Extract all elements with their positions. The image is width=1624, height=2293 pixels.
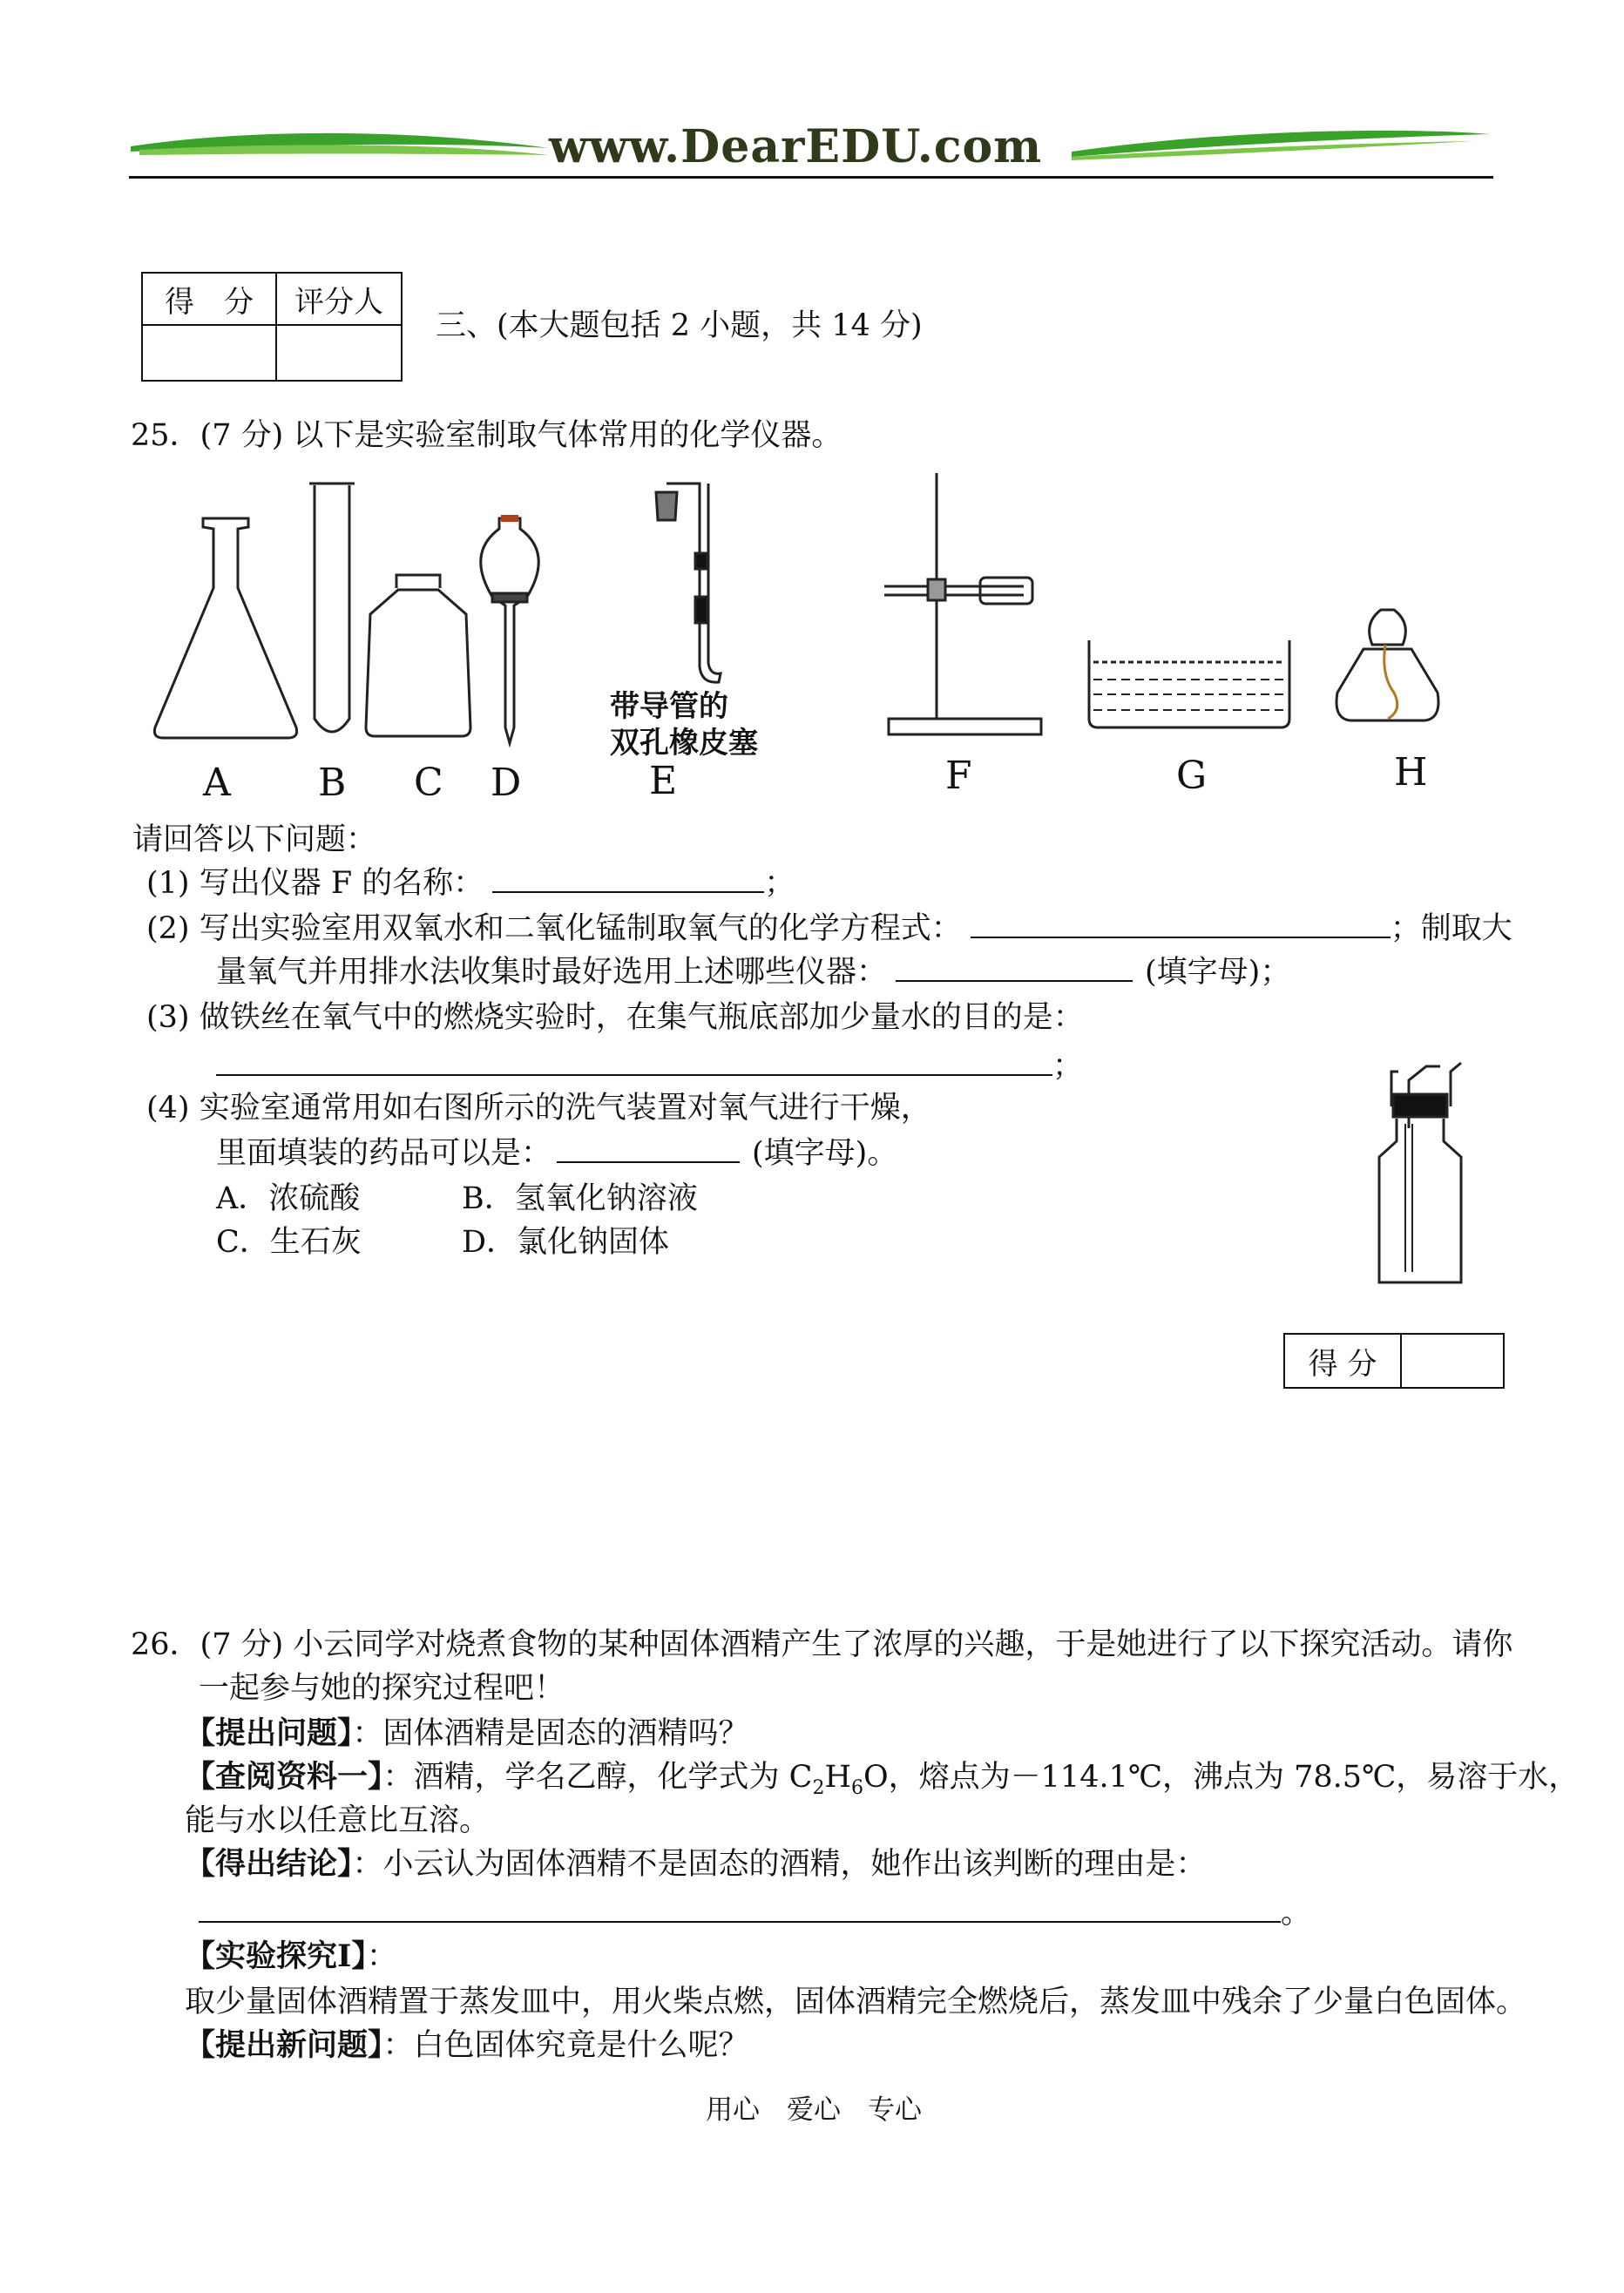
label-H: H xyxy=(1394,750,1428,795)
separatory-funnel-icon xyxy=(481,515,538,743)
q26-line-new-question xyxy=(185,2023,749,2068)
iron-stand-icon xyxy=(884,473,1041,734)
answer-blank-5[interactable] xyxy=(557,1132,740,1163)
reference-text-a: ：酒精，学名乙醇，化学式为 C xyxy=(382,1760,813,1795)
section-title: 三、(本大题包括 2 小题，共 14 分) xyxy=(436,308,923,343)
q26-experiment-text: 取少量固体酒精置于蒸发皿中，用火柴点燃，固体酒精完全燃烧后，蒸发皿中残余了少量白色固体。 xyxy=(185,1985,1527,2019)
conical-flask-icon xyxy=(154,518,296,738)
q25-part3: (3) 做铁丝在氧气中的燃烧实验时，在集气瓶底部加少量水的目的是： xyxy=(146,1000,1084,1035)
q26-line-conclusion xyxy=(185,1842,1207,1887)
grader-header: 评分人 xyxy=(276,273,402,325)
tag-experiment: 【实验探究Ⅰ】 xyxy=(185,1938,367,1974)
q25-part4-cont xyxy=(216,1131,897,1176)
experiment-colon: ： xyxy=(366,1939,397,1974)
question-text: ：固体酒精是固态的酒精吗？ xyxy=(352,1716,749,1751)
reference-text-c: O，熔点为－114.1℃，沸点为 78.5℃，易溶于水， xyxy=(863,1760,1580,1795)
q25-prompt: 请回答以下问题： xyxy=(132,822,377,857)
label-D: D xyxy=(491,761,522,805)
q25-part1 xyxy=(146,861,795,906)
q25-part2-text: (2) 写出实验室用双氧水和二氧化锰制取氧气的化学方程式： xyxy=(146,911,962,946)
q25-stem: 25．(7 分) 以下是实验室制取气体常用的化学仪器。 xyxy=(131,418,842,453)
answer-blank-6[interactable] xyxy=(199,1891,1281,1923)
gas-washing-bottle-icon xyxy=(1363,1054,1477,1289)
q25-part2-cont xyxy=(216,950,1290,995)
answer-blank-4[interactable] xyxy=(216,1045,1052,1076)
q26-conclusion-answer xyxy=(199,1891,1311,1936)
q25-part2 xyxy=(146,906,1512,951)
q25-part4: (4) 实验室通常用如右图所示的洗气装置对氧气进行干燥， xyxy=(146,1091,931,1126)
tag-question: 【提出问题】 xyxy=(185,1715,353,1751)
q26-line-reference-cont: 能与水以任意比互溶。 xyxy=(185,1803,491,1838)
answer-blank-1[interactable] xyxy=(492,862,764,893)
conclusion-text: ：小云认为固体酒精不是固态的酒精，她作出该判断的理由是： xyxy=(352,1847,1207,1882)
score-table xyxy=(141,272,403,382)
q25-part4-text2: 里面填装的药品可以是： xyxy=(216,1136,552,1171)
gas-bottle-icon xyxy=(366,575,470,736)
label-F: F xyxy=(945,754,972,798)
q25-part2-end: ；制取大 xyxy=(1390,911,1512,946)
score-table-2 xyxy=(1283,1333,1505,1389)
q26-stem-2: 一起参与她的探究过程吧！ xyxy=(199,1671,565,1706)
alcohol-lamp-icon xyxy=(1336,610,1438,720)
tag-reference: 【查阅资料一】 xyxy=(185,1759,383,1795)
stopper-caption-2: 双孔橡皮塞 xyxy=(610,726,758,761)
apparatus-figure xyxy=(144,466,1459,815)
label-E: E xyxy=(649,759,678,803)
score-header: 得 分 xyxy=(142,273,276,325)
q26-line-question xyxy=(185,1711,749,1756)
subscript-6: 6 xyxy=(850,1777,863,1799)
option-d: D．氯化钠固体 xyxy=(462,1225,670,1260)
option-a: A．浓硫酸 xyxy=(216,1181,361,1216)
label-G: G xyxy=(1176,754,1208,798)
q25-part4-end: (填字母)。 xyxy=(752,1136,898,1171)
q25-part1-end: ； xyxy=(764,866,795,901)
q26-line-experiment xyxy=(185,1934,397,1979)
q25-part3-answer xyxy=(216,1044,1083,1089)
reference-text-b: H xyxy=(824,1760,851,1795)
q25-part2-text2: 量氧气并用排水法收集时最好选用上述哪些仪器： xyxy=(216,955,888,990)
label-B: B xyxy=(318,761,347,805)
header-rule xyxy=(129,176,1493,179)
header-banner xyxy=(131,113,1490,183)
test-tube-icon xyxy=(309,484,355,732)
answer-blank-2[interactable] xyxy=(971,907,1391,938)
score-cell-2[interactable] xyxy=(1401,1334,1504,1388)
answer-blank-3[interactable] xyxy=(896,950,1133,982)
stopper-with-tube-icon xyxy=(656,484,721,682)
conclusion-end: 。 xyxy=(1281,1896,1312,1931)
grader-cell[interactable] xyxy=(276,325,402,381)
footer-text: 用心 爱心 专心 xyxy=(706,2094,922,2126)
option-b: B．氢氧化钠溶液 xyxy=(462,1181,698,1216)
tag-new-question: 【提出新问题】 xyxy=(185,2027,383,2063)
water-trough-icon xyxy=(1089,640,1289,727)
label-A: A xyxy=(203,761,231,805)
option-c: C．生石灰 xyxy=(216,1225,362,1260)
score-label-2: 得 分 xyxy=(1284,1334,1401,1388)
header-site-name: www.DearEDU.com xyxy=(549,120,1043,173)
tag-conclusion: 【得出结论】 xyxy=(185,1846,353,1882)
score-cell[interactable] xyxy=(142,325,276,381)
q25-part3-end: ； xyxy=(1052,1049,1084,1084)
subscript-2: 2 xyxy=(812,1777,825,1799)
stopper-caption-1: 带导管的 xyxy=(610,689,728,724)
q25-part2-end2: (填字母)； xyxy=(1145,955,1291,990)
label-C: C xyxy=(414,761,443,805)
q26-stem-1: 26．(7 分) 小云同学对烧煮食物的某种固体酒精产生了浓厚的兴趣，于是她进行了以下探究活动。请你 xyxy=(131,1627,1513,1662)
q25-part1-text: (1) 写出仪器 F 的名称： xyxy=(146,866,484,901)
new-question-text: ：白色固体究竟是什么呢？ xyxy=(382,2028,749,2063)
